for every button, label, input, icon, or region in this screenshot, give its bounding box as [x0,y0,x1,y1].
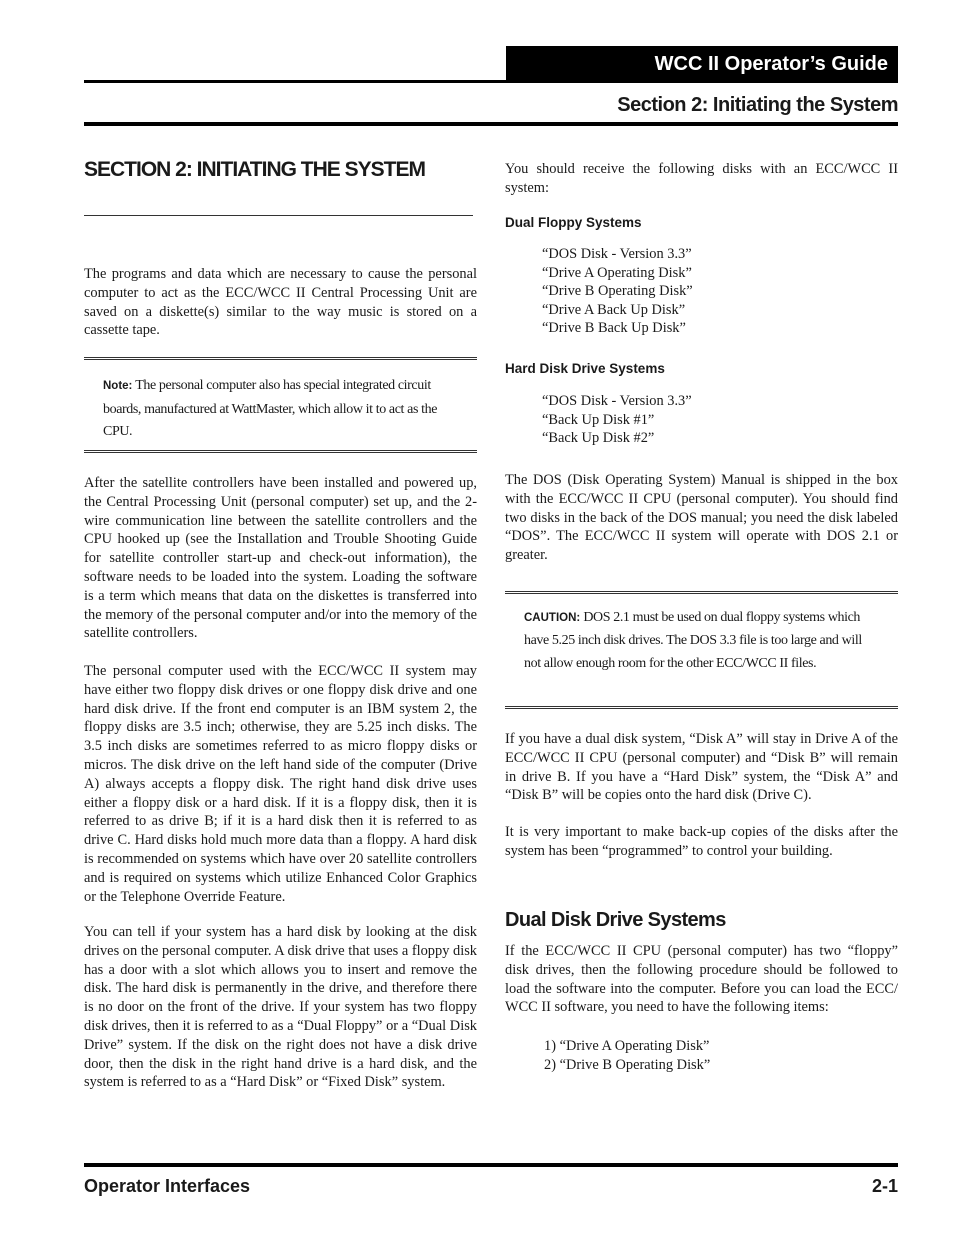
paragraph-disks-received: You should receive the following disks with an ECC/WCC II system: [505,161,898,196]
caution-label: CAUTION: [524,612,581,624]
title-divider [84,215,473,216]
paragraph-dual-disk: If you have a dual disk system, “Disk A” will stay in Drive A of the ECC/WCC II CPU (personal computer) and “Disk B” will remain in drive B. If you have a “Hard Disk” system, the “Disk A” and “Disk B” will be copies onto the hard disk (Drive C). [505,731,898,804]
hard-disk-list [542,392,692,448]
list-item: “Back Up Disk #2” [542,430,655,447]
section-header: Section 2: Initiating the System [617,94,898,116]
dual-disk-heading: Dual Disk Drive Systems [505,909,726,931]
guide-title-banner [506,46,898,82]
note-box [84,357,477,453]
dual-floppy-list [542,245,693,338]
list-item: “Drive A Back Up Disk” [542,301,686,318]
section-title: SECTION 2: INITIATING THE SYSTEM [84,158,425,181]
paragraph-disk-drives: The personal computer used with the ECC/WCC II system may have either two floppy disk drives or one floppy disk drive and one hard disk drive. If the front end computer is an IBM system 2, the floppy disks are 3.5 inch; otherwise, they are 5.25 inch disks. The 3.5 inch disks are sometimes referred to as micro floppy disks or micros. The disk drive on the left hand side of the computer (Drive A) always accepts a floppy disk. The right hand disk drive uses either a floppy disk or a hard disk. If it is a floppy disk, then it is referred to as drive B; if it is a hard disk then it is referred to as drive C. Hard disks hold much more data than a floppy. A hard disk is recommended on systems which have over 20 satellite controllers and is required on systems which utilize Enhanced Color Graphics or the Telephone Override Feature. [84,663,477,905]
list-item: “Drive B Operating Disk” [542,283,693,300]
paragraph-loading: After the satellite controllers have been installed and powered up, the Central Processing Unit (personal computer) set up, and the 2-wire communication line between the satellite controllers and the CPU hooked up (see the Installation and Trouble Shooting Guide for satellite controller start-up and check-out information), the software needs to be loaded into the system. Loading the software is a term which means that data on the diskettes is transferred into the memory of the personal computer and/or into the memory of the satellite controllers. [84,475,477,642]
caution-box [505,591,898,709]
paragraph-dual-disk-procedure: If the ECC/WCC II CPU (personal computer) has two “floppy” disk drives, then the following procedure should be followed to load the software into the computer. Before you can load the ECC/ WCC II software, you need to have the following items: [505,943,898,1016]
list-item: 2) “Drive B Operating Disk” [544,1056,711,1073]
note-text: The personal computer also has special integrated circuit boards, manufactured at WattMaster, which allow it to act as the CPU. [103,378,438,439]
list-item: “Drive B Back Up Disk” [542,320,686,337]
caution-content [524,606,876,675]
list-item: 1) “Drive A Operating Disk” [544,1038,710,1054]
hard-disk-heading: Hard Disk Drive Systems [505,361,665,376]
guide-title: WCC II Operator’s Guide [654,53,888,75]
note-label: Note: [103,380,133,392]
header-rule-top [84,80,898,83]
paragraph-dos-manual: The DOS (Disk Operating System) Manual is shipped in the box with the ECC/WCC II CPU (personal computer). You should find two disks in the back of the DOS manual; you need the disk labeled “DOS”. The ECC/WCC II system will operate with DOS 2.1 or greater. [505,472,898,564]
required-items-list [544,1037,710,1074]
list-item: “Back Up Disk #1” [542,411,655,428]
footer-section-name: Operator Interfaces [84,1176,251,1196]
paragraph-intro: The programs and data which are necessary to cause the personal computer to act as the ECC/WCC II Central Processing Unit are saved on a diskette(s) similar to the way music is stored on a cassette tape. [84,266,477,339]
paragraph-backup: It is very important to make back-up copies of the disks after the system has been “programmed” to control your building. [505,824,898,859]
list-item: “Drive A Operating Disk” [542,264,692,281]
list-item: “DOS Disk - Version 3.3” [542,393,692,409]
footer-rule [84,1163,898,1167]
list-item: “DOS Disk - Version 3.3” [542,246,692,262]
paragraph-hard-disk: You can tell if your system has a hard disk by looking at the disk drives on the personal computer. A disk drive that uses a floppy disk has a door with a slot which allows you to insert and remove the disk. The hard disk is permanently in the drive, and therefore there is no door on the front of the drive. If your system has two floppy disk drives, then it is referred to as a “Dual Floppy” or a “Dual Disk Drive” system. If the disk on the right does not have a disk drive door, then the disk in the right hand drive is a hard disk, and the system is referred to as a “Hard Disk” or “Fixed Disk” system. [84,924,477,1091]
note-content [103,374,453,443]
caution-text: DOS 2.1 must be used on dual floppy systems which have 5.25 inch disk drives. The DOS 3.3 file is too large and will not allow enough room for the other ECC/WCC II files. [524,610,862,671]
dual-floppy-heading: Dual Floppy Systems [505,215,642,230]
header-rule-bottom [84,122,898,126]
page-number: 2-1 [871,1176,898,1196]
